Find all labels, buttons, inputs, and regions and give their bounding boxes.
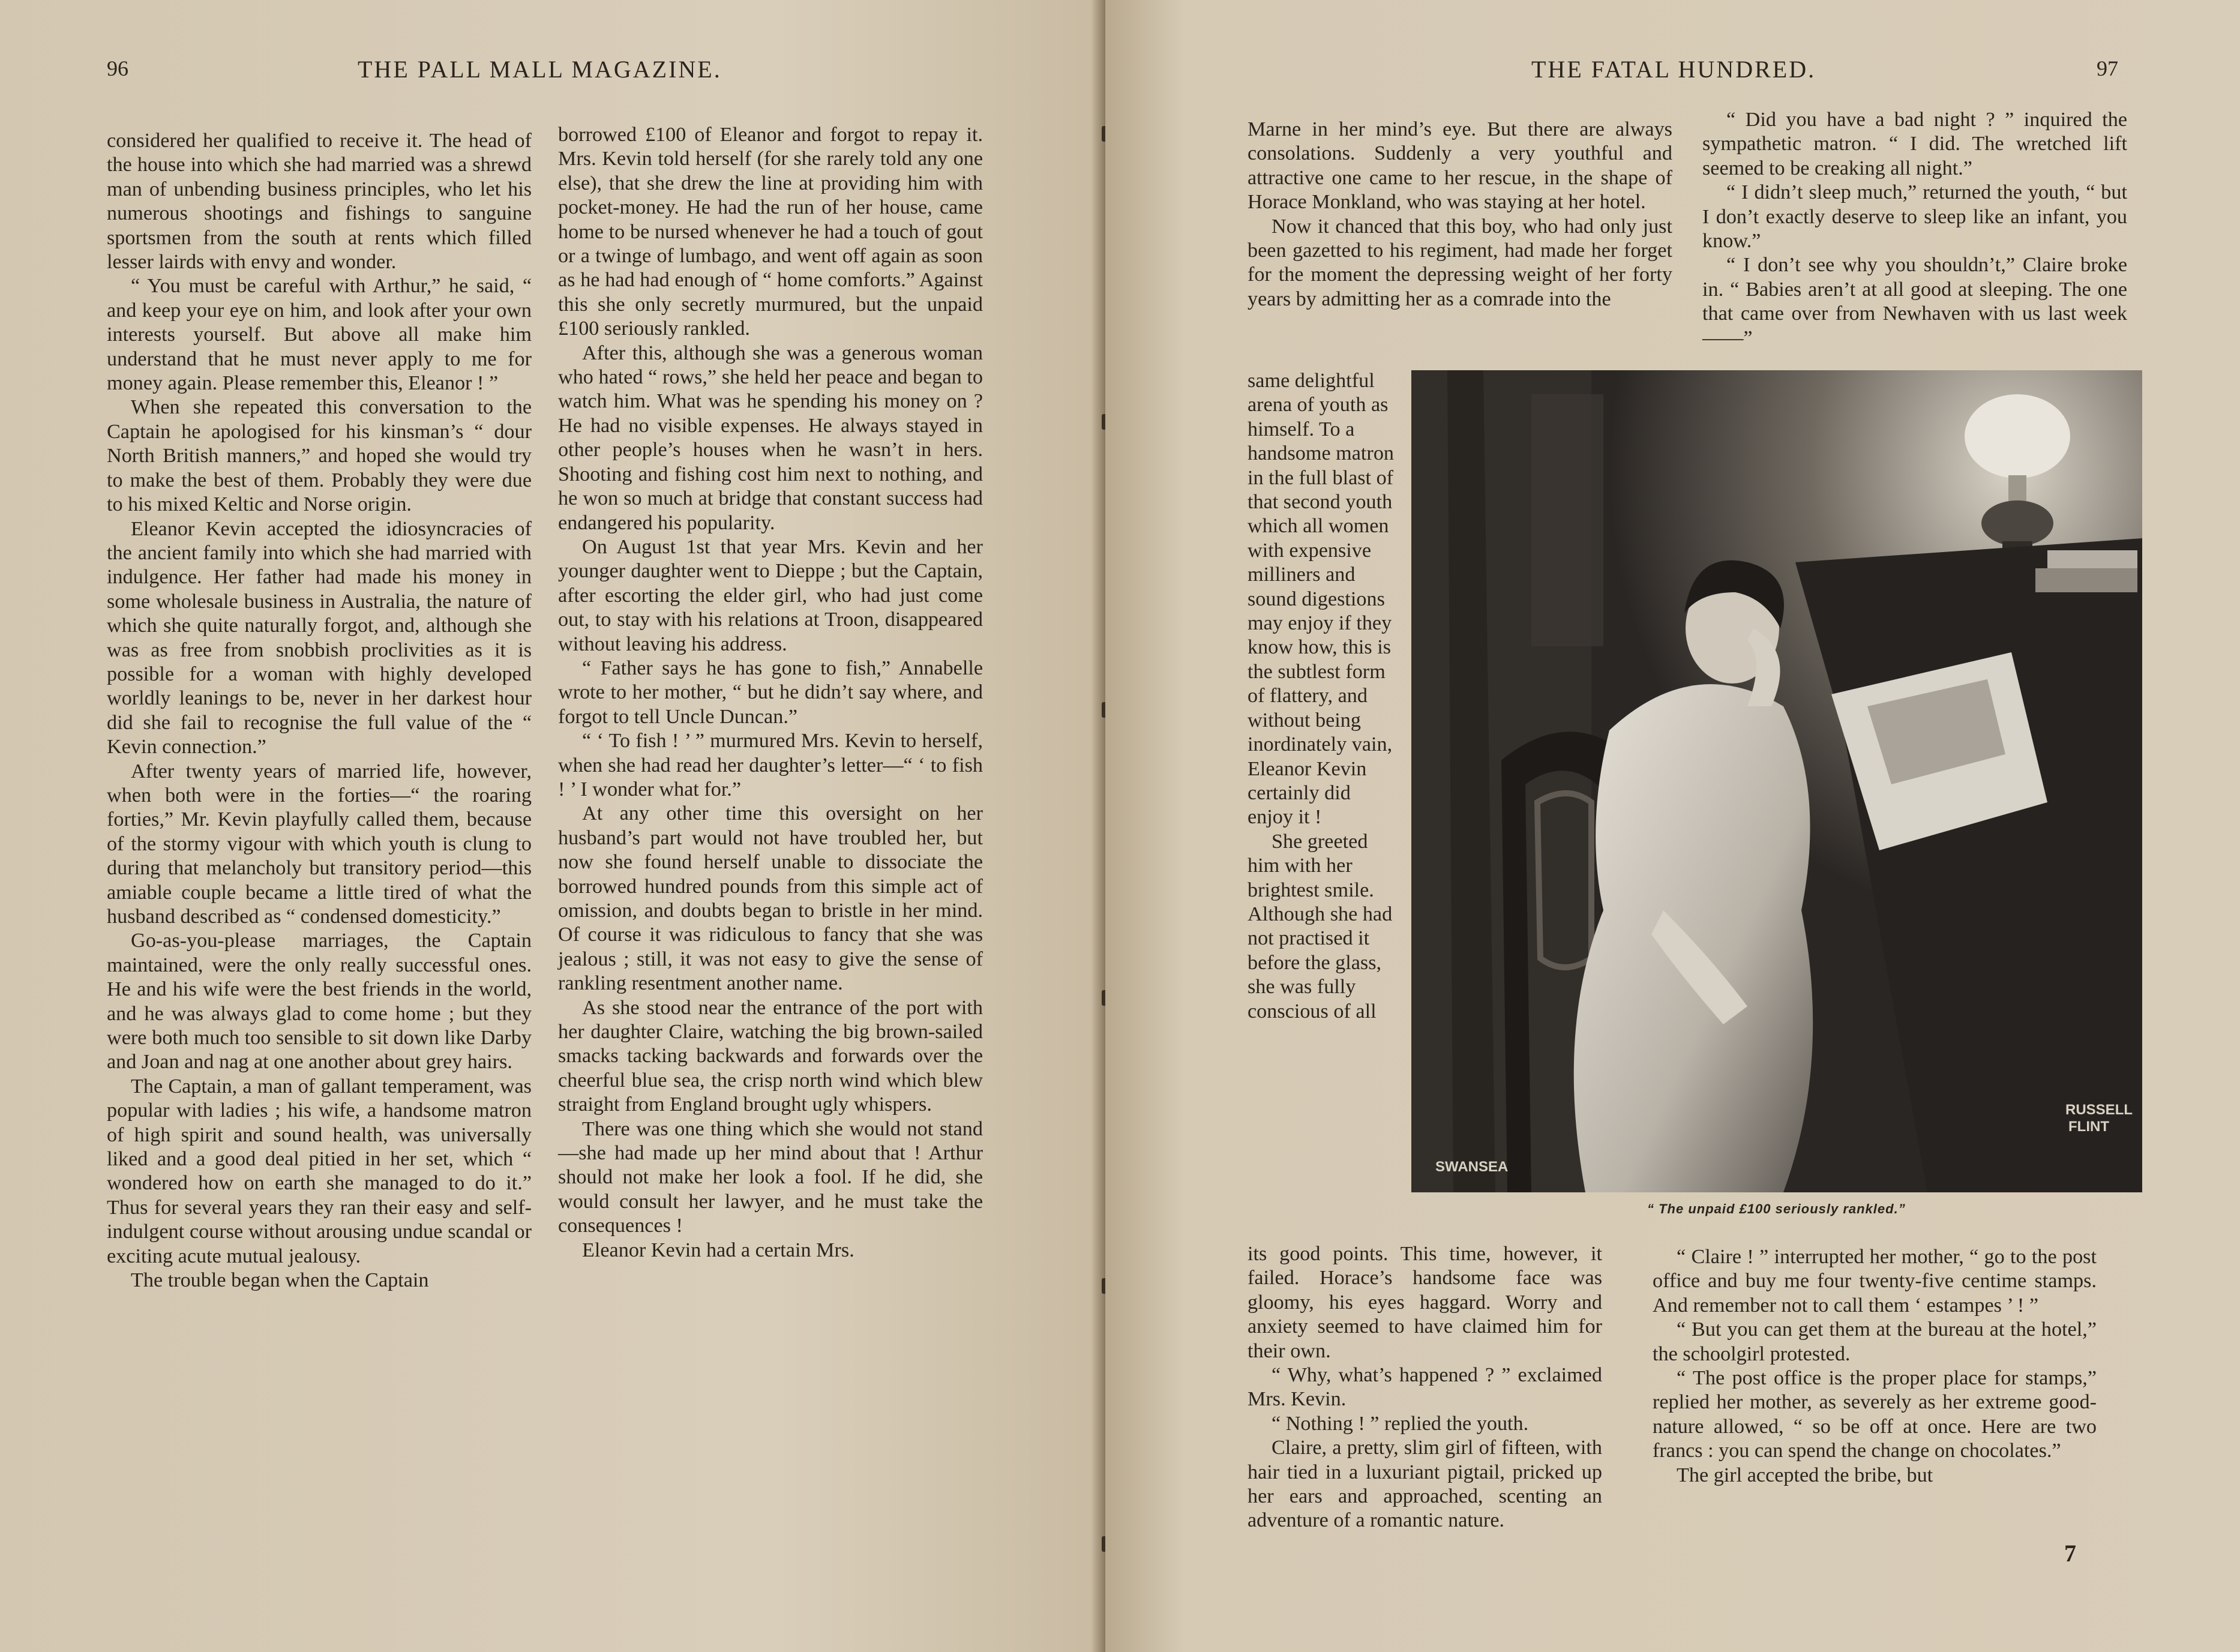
paragraph: “ Father says he has gone to fish,” Annabelle wrote to her mother, “ but he didn’t say where, and forgot to tell Uncle Duncan.”	[558, 656, 983, 728]
text-column-right-1-top	[1248, 118, 1672, 311]
paragraph: “ I don’t see why you shouldn’t,” Claire broke in. “ Babies aren’t at all good at sleeping. The one that came over from Newhaven with us last week——”	[1702, 254, 2127, 349]
paragraph: Eleanor Kevin accepted the idiosyncracies of the ancient family into which she had married with indulgence. Her father had made his money in some wholesale business in Australia, the nature of which she quite naturally forgot, and, although she was as free from snobbish proclivities as it is possible for a woman with highly developed worldly leanings to be, never in her darkest hour did she fail to recognise the full value of the “ Kevin connection.”	[107, 517, 532, 758]
paragraph: As she stood near the entrance of the port with her daughter Claire, watching the big brown-sailed smacks tacking backwards and forwards over the cheerful blue sea, the crisp north wind which blew straight from England brought ugly whispers.	[558, 996, 983, 1116]
page-number-left: 96	[107, 56, 128, 80]
illustration-drawing	[1411, 370, 2142, 1192]
paragraph: “ Nothing ! ” replied the youth.	[1272, 1412, 1529, 1435]
text-column-left-1	[107, 129, 532, 1293]
running-head-right: THE FATAL HUNDRED.	[1531, 56, 1816, 83]
page-number-right: 97	[2097, 56, 2118, 80]
paragraph: “ But you can get them at the bureau at the hotel,” the schoolgirl protested.	[1653, 1318, 2097, 1365]
paragraph: When she repeated this conversation to the Captain he apologised for his kinsman’s “ dour North British manners,” and hoped she would try to make the best of them. Probably they were due to his mixed Keltic and Norse origin.	[107, 396, 532, 516]
paragraph: its good points. This time, however, it failed. Horace’s handsome face was gloomy, his eyes haggard. Worry and anxiety seemed to have claimed him for their own.	[1248, 1243, 1602, 1362]
paragraph: borrowed £100 of Eleanor and forgot to repay it. Mrs. Kevin told herself (for she rarely told any one else), that she drew the line at providing him with pocket-money. He had the run of her house, came home to be nursed whenever he had a touch of gout or a twinge of lumbago, and went off again as soon as he had had enough of “ home comforts.” Against this she only secretly murmured, but the unpaid £100 seriously rankled.	[558, 124, 983, 340]
paragraph: Marne in her mind’s eye. But there are always consolations. Suddenly a very youthful and attractive one came to her rescue, in the shape of Horace Monkland, who was staying at her hotel.	[1248, 118, 1672, 214]
text-column-right-2-top	[1702, 108, 2127, 350]
running-head-left: THE PALL MALL MAGAZINE.	[358, 56, 722, 83]
paragraph: same delightful arena of youth as himself. To a handsome matron in the full blast of that second youth which all women with expensive milliners and sound digestions may enjoy if they know how, this is the subtlest form of flattery, and without being inordinately vain, Eleanor Kevin certainly did enjoy it !	[1248, 370, 1395, 829]
paragraph: Claire, a pretty, slim girl of fifteen, with hair tied in a luxuriant pigtail, pricked up her ears and approached, scenting an adventure of a romantic nature.	[1248, 1437, 1602, 1532]
paragraph: Now it chanced that this boy, who had only just been gazetted to his regiment, had made her forget for the moment the depressing weight of her forty years by admitting her as a comrade into the	[1248, 215, 1672, 310]
paragraph: “ I didn’t sleep much,” returned the youth, “ but I don’t exactly deserve to sleep like an infant, you know.”	[1702, 181, 2127, 253]
paragraph: On August 1st that year Mrs. Kevin and her younger daughter went to Dieppe ; but the Captain, after escorting the elder girl, who had just come out, to stay with his relations at Troon, disappeared without leaving his address.	[558, 535, 983, 655]
illustration	[1411, 370, 2142, 1192]
paragraph: The girl accepted the bribe, but	[1677, 1464, 1933, 1486]
paragraph: “ Why, what’s happened ? ” exclaimed Mrs. Kevin.	[1248, 1364, 1602, 1411]
paragraph: Go-as-you-please marriages, the Captain maintained, were the only really successful ones. He and his wife were the best friends in the world, and he was always glad to come home ; but they were both much too sensible to sit down like Darby and Joan and nag at one another about grey hairs.	[107, 930, 532, 1074]
paragraph: considered her qualified to receive it. The head of the house into which she had married was a shrewd man of unbending business principles, who let his numerous shootings and fishings to sanguine sportsmen from the south at rents which filled lesser lairds with envy and wonder.	[107, 130, 532, 274]
paragraph: “ Claire ! ” interrupted her mother, “ go to the post office and buy me four twenty-five centime stamps. And remember not to call them ‘ estampes ’ ! ”	[1653, 1246, 2097, 1317]
paragraph: The Captain, a man of gallant temperament, was popular with ladies ; his wife, a handsome matron of high spirit and sound health, was universally liked and a good deal pitied in her set, which “ wondered how on earth she managed to do it.” Thus for several years they ran their easy and self-indulgent course without arousing undue scandal or exciting acute mutual jealousy.	[107, 1075, 532, 1267]
signature-mark: 7	[2064, 1540, 2076, 1567]
text-column-right-1-bottom	[1248, 1242, 1602, 1533]
artist-signature: SWANSEA	[1435, 1159, 1509, 1175]
artist-signature-bottom: FLINT	[2068, 1119, 2109, 1135]
paragraph: Eleanor Kevin had a certain Mrs.	[582, 1239, 854, 1261]
paragraph: There was one thing which she would not stand—she had made up her mind about that ! Arthur should not make her look a fool. If he did, she would consult her lawyer, and he must take the consequences !	[558, 1117, 983, 1237]
paragraph: “ You must be careful with Arthur,” he said, “ and keep your eye on him, and look after your own interests yourself. But above all make him understand that he must never apply to me for money again. Please remember this, Eleanor ! ”	[107, 275, 532, 395]
text-column-right-2-bottom	[1653, 1245, 2097, 1488]
paragraph: After this, although she was a generous woman who hated “ rows,” she held her peace and began to watch him. What was he spending his money on ? He had no visible expenses. He always stayed in other people’s houses when he wasn’t in hers. Shooting and fishing cost him next to nothing, and he won so much at bridge that constant success had endangered his popularity.	[558, 341, 983, 534]
paragraph: “ ‘ To fish ! ’ ” murmured Mrs. Kevin to herself, when she had read her daughter’s letter—“ ‘ to fish ! ’ I wonder what for.”	[558, 730, 983, 800]
left-page	[0, 0, 1105, 1652]
paragraph: After twenty years of married life, however, when both were in the forties—“ the roaring forties,” Mr. Kevin playfully called them, because of the stormy vigour with which youth is clung to during that melancholy but transitory period—this amiable couple became a little tired of what the husband described as “ condensed domesticity.”	[107, 760, 532, 928]
paragraph: “ The post office is the proper place for stamps,” replied her mother, as severely as her extreme good-nature allowed, “ so be off at once. Here are two francs : you can spend the change on chocolates.”	[1653, 1367, 2097, 1462]
paragraph: The trouble began when the Captain	[131, 1269, 429, 1292]
text-column-left-2	[558, 123, 983, 1263]
illustration-caption: “ The unpaid £100 seriously rankled.”	[1647, 1201, 1906, 1216]
paragraph: “ Did you have a bad night ? ” inquired the sympathetic matron. “ I did. The wretched lift seemed to be creaking all night.”	[1702, 109, 2127, 179]
artist-signature-top: RUSSELL	[2065, 1102, 2133, 1118]
paragraph: At any other time this oversight on her husband’s part would not have troubled her, but now she found herself unable to dissociate the borrowed hundred pounds from this simple act of omission, and doubts began to bristle in her mind. Of course it was ridiculous to fancy that she was jealous ; still, it was not easy to give the sense of rankling resentment another name.	[558, 802, 983, 995]
text-column-right-1-narrow	[1248, 369, 1398, 1024]
paragraph: She greeted him with her brightest smile. Although she had not practised it before the glass, she was fully conscious of all	[1248, 830, 1393, 1023]
